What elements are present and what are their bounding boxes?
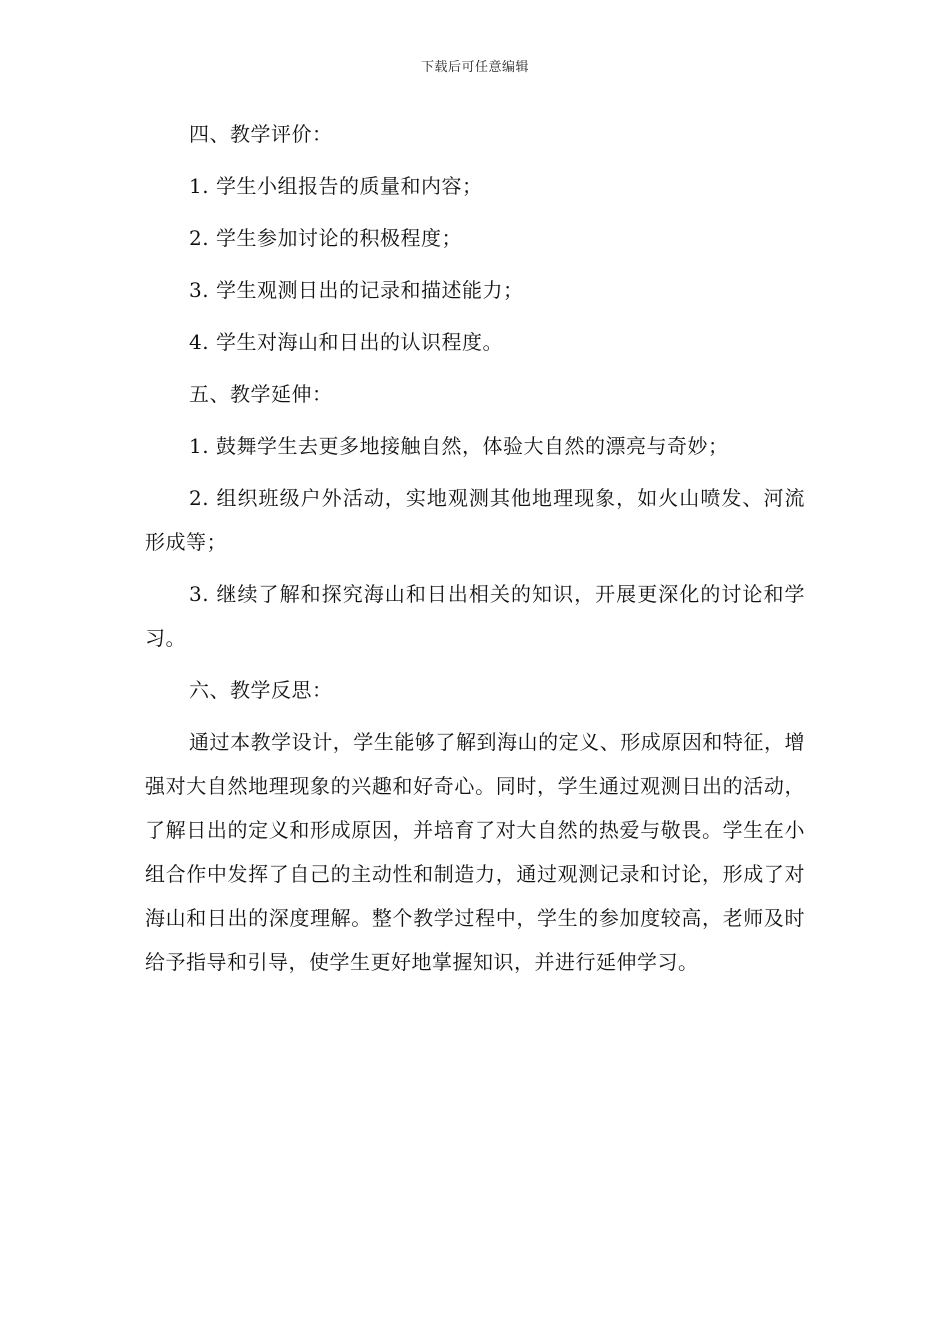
section-heading-reflection: 六、教学反思：: [189, 678, 333, 702]
list-item: 3. 学生观测日出的记录和描述能力；: [189, 278, 524, 302]
list-item: 2. 学生参加讨论的积极程度；: [189, 226, 462, 250]
page-header: 下载后可任意编辑: [420, 60, 529, 75]
reflection-paragraph: 通过本教学设计，学生能够了解到海山的定义、形成原因和特征，增强对大自然地理现象的兴趣和好奇心。同时，学生通过观测日出的活动，了解日出的定义和形成原因，并培育了对大自然的热爱与敬畏。学生在小组合作中发挥了自己的主动性和制造力，通过观测记录和讨论，形成了对海山和日出的深度理解。整个教学过程中，学生的参加度较高，老师及时给予指导和引导，使学生更好地掌握知识，并进行延伸学习。: [145, 730, 805, 974]
list-item: 1. 鼓舞学生去更多地接触自然，体验大自然的漂亮与奇妙；: [189, 434, 729, 458]
section-heading-extension: 五、教学延伸：: [189, 382, 333, 406]
list-item: 1. 学生小组报告的质量和内容；: [189, 174, 483, 198]
list-item: 3. 继续了解和探究海山和日出相关的知识，开展更深化的讨论和学习。: [145, 582, 805, 650]
document-body: [145, 112, 805, 992]
list-item: 2. 组织班级户外活动，实地观测其他地理现象，如火山喷发、河流形成等；: [145, 486, 805, 554]
list-item: 4. 学生对海山和日出的认识程度。: [189, 330, 503, 354]
section-heading-evaluation: 四、教学评价：: [189, 122, 333, 146]
